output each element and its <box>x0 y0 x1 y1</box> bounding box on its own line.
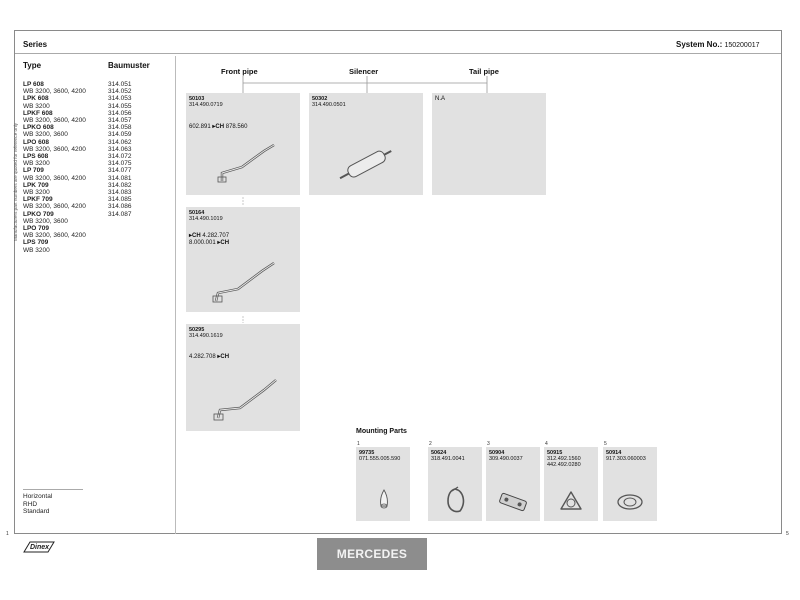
series-label: Series <box>23 40 48 49</box>
baumuster-item: 314.081 <box>108 174 132 182</box>
type-item: LPKO 709 WB 3200, 3600 <box>23 210 68 225</box>
catalog-sheet <box>14 30 782 534</box>
system-label: System No.: <box>676 40 723 49</box>
arrow-ch-icon: ▸CH <box>217 240 230 246</box>
part-oe-number: 318.491.0041 <box>431 456 465 462</box>
orientation-label: Horizontal <box>23 493 53 500</box>
clamp-ring-icon <box>442 485 468 515</box>
baumuster-item: 314.055 <box>108 102 132 110</box>
chassis-range: 602.891 ▸CH 878.560 <box>189 124 248 130</box>
type-item: LPKO 608 WB 3200, 3600 <box>23 124 68 139</box>
system-number-value: 150200017 <box>724 42 760 49</box>
baumuster-item: 314.072 <box>108 153 132 161</box>
side-note: Manufacturers part numbers are quoted for reference only <box>13 123 18 241</box>
part-oe-number: 314.490.1619 <box>189 333 223 339</box>
baumuster-item: 314.058 <box>108 124 132 132</box>
part-code: 50914 <box>606 450 622 456</box>
dinex-logo: Dinex <box>24 541 43 552</box>
baumuster-item: 314.059 <box>108 131 132 139</box>
part-code: 50164 <box>189 210 205 216</box>
bracket-icon <box>496 489 530 515</box>
part-oe-number: 309.490.0037 <box>489 456 523 462</box>
type-item: LPK 709 WB 3200 <box>23 181 50 197</box>
front-pipe-drawing <box>210 257 280 307</box>
type-item: LPS 709 WB 3200 <box>23 239 50 254</box>
part-code: 50624 <box>431 450 447 456</box>
type-item: LP 608 WB 3200, 3600, 4200 <box>23 81 86 96</box>
part-oe-number: 314.490.0719 <box>189 102 223 108</box>
type-column-header: Type <box>23 61 42 70</box>
footer-divider <box>23 489 83 490</box>
mounting-part-5[interactable] <box>603 447 657 521</box>
baumuster-item: 314.053 <box>108 95 132 103</box>
silencer-header: Silencer <box>349 67 379 76</box>
arrow-ch-icon: ▸CH <box>217 354 230 360</box>
mounting-index: 4 <box>545 441 548 447</box>
baumuster-item: 314.083 <box>108 189 132 197</box>
baumuster-item: 314.057 <box>108 117 132 125</box>
type-item: LPO 608 WB 3200, 3600, 4200 <box>23 138 86 153</box>
mounting-index: 3 <box>487 441 490 447</box>
front-pipe-header: Front pipe <box>221 67 258 76</box>
part-code: 50295 <box>189 327 205 333</box>
rubber-mount-icon <box>376 487 392 511</box>
front-pipe-drawing <box>216 141 280 187</box>
part-oe-number: 314.490.1019 <box>189 216 223 222</box>
chassis-range: ▸CH 4.282.707 8.000.001 ▸CH <box>189 233 230 246</box>
part-oe-number: 314.490.0501 <box>312 102 346 108</box>
mounting-part-1[interactable] <box>356 447 410 521</box>
mounting-index: 1 <box>357 441 360 447</box>
version-label: Standard <box>23 508 50 515</box>
mounting-part-3[interactable] <box>486 447 540 521</box>
mounting-part-4[interactable] <box>544 447 598 521</box>
part-oe-number-2: 442.492.0280 <box>547 462 581 468</box>
baumuster-item: 314.085 <box>108 196 132 204</box>
baumuster-item: 314.056 <box>108 109 132 117</box>
mounting-index: 5 <box>604 441 607 447</box>
baumuster-item: 314.075 <box>108 160 132 168</box>
baumuster-item: 314.052 <box>108 88 132 96</box>
arrow-ch-icon: ▸CH <box>212 124 225 130</box>
drive-side-label: RHD <box>23 500 38 508</box>
front-pipe-panel-1[interactable] <box>186 93 300 195</box>
front-pipe-panel-2[interactable] <box>186 207 300 312</box>
baumuster-item: 314.051 <box>108 81 132 88</box>
part-oe-number: 312.492.1560 <box>547 456 581 462</box>
mounting-part-2[interactable] <box>428 447 482 521</box>
part-oe-number: 071.555.005.590 <box>359 456 401 462</box>
gasket-triangle-icon <box>558 489 584 513</box>
front-pipe-drawing <box>210 374 280 426</box>
not-available-label: N.A <box>435 96 446 102</box>
part-code: 99735 <box>359 450 375 456</box>
front-pipe-panel-3[interactable] <box>186 324 300 431</box>
chassis-range: 4.282.708 ▸CH <box>189 354 230 360</box>
part-code: 50103 <box>189 96 205 102</box>
baumuster-item: 314.086 <box>108 203 132 211</box>
part-code: 50302 <box>312 96 328 102</box>
baumuster-item: 314.087 <box>108 210 132 218</box>
silencer-drawing <box>335 141 399 187</box>
mounting-index: 2 <box>429 441 432 447</box>
page-marker-left: 1 <box>6 531 9 537</box>
tail-pipe-panel <box>432 93 546 195</box>
page-marker-right: 5 <box>786 531 789 537</box>
baumuster-item: 314.082 <box>108 181 132 189</box>
baumuster-item: 314.077 <box>108 167 132 175</box>
part-oe-number: 917.303.060003 <box>606 456 646 462</box>
type-item: LPKF 709 WB 3200, 3600, 4200 <box>23 196 86 211</box>
arrow-ch-icon: ▸CH <box>189 233 201 239</box>
type-item: LPK 608 WB 3200 <box>23 95 50 110</box>
type-item: LPS 608 WB 3200 <box>23 153 50 168</box>
part-code: 50904 <box>489 450 505 456</box>
part-code: 50915 <box>547 450 563 456</box>
tail-pipe-header: Tail pipe <box>469 67 499 76</box>
baumuster-item: 314.063 <box>108 145 132 153</box>
type-item: LP 709 WB 3200, 3600, 4200 <box>23 167 86 182</box>
gasket-oval-icon <box>615 491 645 513</box>
silencer-panel[interactable] <box>309 93 423 195</box>
mounting-parts-title: Mounting Parts <box>356 428 407 435</box>
type-item: LPKF 608 WB 3200, 3600, 4200 <box>23 109 86 125</box>
baumuster-item: 314.062 <box>108 138 132 146</box>
baumuster-column-header: Baumuster <box>108 61 150 70</box>
configuration-notes <box>23 493 52 516</box>
brand-banner: MERCEDES <box>317 538 427 570</box>
type-item: LPO 709 WB 3200, 3600, 4200 <box>23 225 86 240</box>
